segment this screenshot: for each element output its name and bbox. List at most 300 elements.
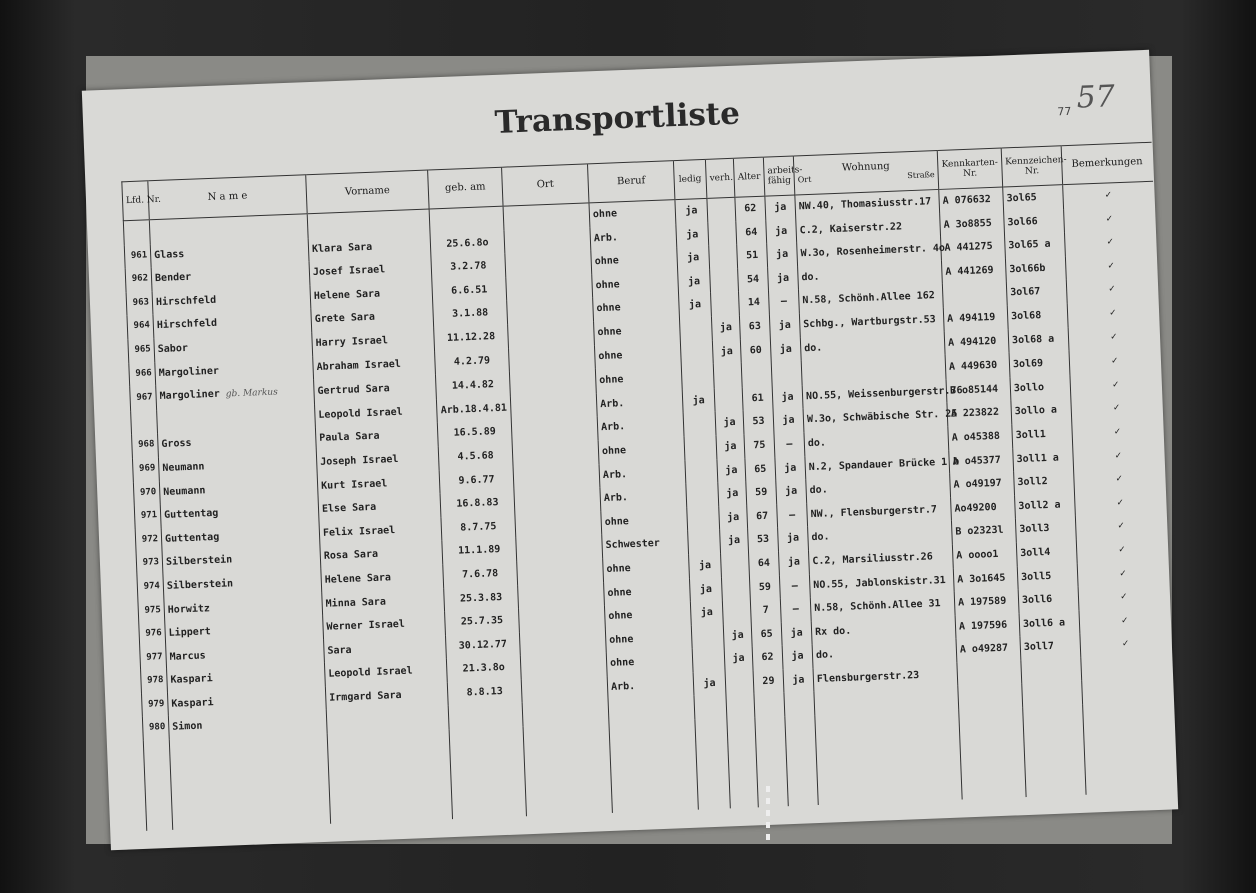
mark-number-cell: 3oll7 xyxy=(1020,634,1081,660)
first-name-cell: Minna Sara xyxy=(322,588,445,616)
place-cell xyxy=(512,440,599,467)
first-name-cell: Klara Sara xyxy=(308,233,431,261)
occupation-cell: ohne xyxy=(594,342,681,369)
occupation-cell: ohne xyxy=(601,508,688,535)
birth-date-cell: 9.6.77 xyxy=(439,467,514,493)
birth-date-cell: 3.1.88 xyxy=(433,301,508,327)
row-number-cell xyxy=(123,220,150,245)
remark-check-cell: ✓ xyxy=(1070,371,1161,398)
col-wohnung-strasse: Straße xyxy=(907,170,935,181)
married-mark-cell: ja xyxy=(717,458,746,483)
married-mark-cell xyxy=(721,552,750,577)
col-kennkarten: Kennkarten-Nr. xyxy=(937,148,1002,189)
first-name-cell: Rosa Sara xyxy=(320,541,443,569)
mark-number-cell: 3ol67 xyxy=(1006,280,1067,306)
surname-cell: Horwitz xyxy=(164,592,323,622)
fit-for-work-cell: — xyxy=(779,574,810,599)
occupation-cell: Arb. xyxy=(607,673,694,700)
fit-for-work-cell: ja xyxy=(767,243,798,268)
fit-for-work-cell: ja xyxy=(766,219,797,244)
birth-date-cell: 16.8.83 xyxy=(440,491,515,517)
col-wohnung-ort: Ort xyxy=(797,174,812,185)
married-mark-cell xyxy=(709,245,738,270)
mark-number-cell: 3ollo a xyxy=(1011,398,1072,424)
age-cell: 53 xyxy=(748,528,779,553)
single-mark-cell xyxy=(688,530,721,555)
occupation-cell: ohne xyxy=(592,271,679,298)
id-card-number-cell: A 3o8855 xyxy=(940,211,1005,237)
married-mark-cell: ja xyxy=(719,505,748,530)
first-name-cell: Leopold Israel xyxy=(314,399,437,427)
mark-number-cell: 3oll3 xyxy=(1015,516,1076,542)
place-cell xyxy=(509,345,596,372)
mark-number-cell: 3ol69 xyxy=(1009,350,1070,377)
single-mark-cell xyxy=(687,506,720,531)
place-cell xyxy=(519,629,606,656)
mark-number-cell: 3ol68 xyxy=(1007,303,1068,329)
first-name-cell: Harry Israel xyxy=(312,327,435,355)
remark-check-cell: ✓ xyxy=(1067,300,1158,327)
mark-number-cell: 3oll2 a xyxy=(1015,493,1076,519)
remark-check-cell: ✓ xyxy=(1072,419,1163,446)
married-mark-cell: ja xyxy=(723,623,752,648)
address-cell: Rx do. xyxy=(811,615,956,644)
row-number-cell: 979 xyxy=(141,693,168,718)
col-vorname: Vorname xyxy=(306,170,429,214)
age-cell: 61 xyxy=(742,386,773,411)
birth-date-cell: 16.5.89 xyxy=(437,420,512,446)
surname-cell: Hirschfeld xyxy=(153,309,312,339)
occupation-cell: ohne xyxy=(606,649,693,676)
age-cell: 65 xyxy=(751,622,782,647)
occupation-cell: ohne xyxy=(593,294,680,321)
age-cell: 62 xyxy=(735,196,766,221)
age-cell: 54 xyxy=(738,267,769,292)
birth-date-cell: 25.3.83 xyxy=(444,585,519,611)
remark-check-cell: ✓ xyxy=(1075,513,1166,540)
place-cell xyxy=(508,321,595,348)
id-card-number-cell: A o45388 xyxy=(948,424,1013,450)
page-number-stamp: 57 xyxy=(1075,79,1116,116)
id-card-number-cell: A 197589 xyxy=(954,589,1019,615)
remark-check-cell: ✓ xyxy=(1074,489,1165,516)
occupation-cell: ohne xyxy=(603,555,690,582)
remark-check-cell xyxy=(1081,654,1172,681)
occupation-cell xyxy=(608,696,695,723)
birth-date-cell: 6.6.51 xyxy=(432,277,507,303)
remark-check-cell: ✓ xyxy=(1065,252,1156,279)
single-mark-cell: ja xyxy=(682,388,715,413)
surname-cell: Marcus xyxy=(166,640,325,670)
address-cell: do. xyxy=(808,521,953,550)
remark-check-cell: ✓ xyxy=(1077,560,1168,587)
id-card-number-cell: A 441275 xyxy=(941,235,1006,261)
surname-cell: Margoliner xyxy=(155,356,314,386)
document-title: Transportliste xyxy=(494,95,741,141)
remark-check-cell: ✓ xyxy=(1078,584,1169,611)
id-card-number-cell: A 197596 xyxy=(955,613,1020,639)
place-cell xyxy=(510,393,597,420)
single-mark-cell: ja xyxy=(677,246,710,271)
mark-number-cell: 3oll4 xyxy=(1016,540,1077,566)
birth-date-cell: Arb.18.4.81 xyxy=(436,396,511,422)
married-mark-cell xyxy=(722,600,751,625)
row-number-cell: 964 xyxy=(127,315,154,340)
remark-check-cell: ✓ xyxy=(1071,395,1162,422)
film-perforation xyxy=(766,786,770,846)
age-cell xyxy=(754,693,785,718)
id-card-number-cell: A 076632 xyxy=(939,187,1004,214)
surname-cell: Guttentag xyxy=(160,498,319,528)
fit-for-work-cell: ja xyxy=(765,195,796,220)
col-lfd-nr: Lfd. Nr. xyxy=(122,181,149,221)
mark-number-cell: 3ol68 a xyxy=(1008,327,1069,353)
single-mark-cell xyxy=(680,340,713,365)
married-mark-cell: ja xyxy=(715,411,744,436)
age-cell: 51 xyxy=(737,244,768,269)
place-cell xyxy=(522,699,609,726)
empty-cell xyxy=(523,723,612,816)
mark-number-cell: 3ol66b xyxy=(1005,256,1066,282)
first-name-cell: Paula Sara xyxy=(315,423,438,451)
birth-date-cell: 21.3.8o xyxy=(446,656,521,682)
surname-cell: Guttentag xyxy=(161,522,320,552)
place-cell xyxy=(507,298,594,325)
address-cell: NO.55, Jablonskistr.31 xyxy=(809,568,954,597)
fit-for-work-cell: ja xyxy=(773,409,804,434)
single-mark-cell: ja xyxy=(693,671,726,696)
surname-cell: Gross xyxy=(158,427,317,457)
surname-cell: Lippert xyxy=(165,616,324,646)
first-name-cell: Joseph Israel xyxy=(316,446,439,474)
single-mark-cell: ja xyxy=(676,222,709,247)
transport-table xyxy=(121,142,1176,831)
row-number-cell: 963 xyxy=(126,291,153,316)
birth-date-cell: 8.7.75 xyxy=(441,514,516,540)
row-number-cell xyxy=(131,410,158,435)
row-number-cell: 977 xyxy=(140,646,167,671)
col-name: N a m e xyxy=(148,175,307,220)
col-ledig: ledig xyxy=(673,159,706,199)
place-cell xyxy=(505,251,592,278)
single-mark-cell xyxy=(684,436,717,461)
birth-date-cell: 14.4.82 xyxy=(435,372,510,399)
col-verh: verh. xyxy=(705,158,734,198)
surname-cell: Glass xyxy=(150,238,309,268)
birth-date-cell: 4.5.68 xyxy=(438,443,513,469)
fit-for-work-cell: — xyxy=(780,597,811,622)
maiden-name-note: gb. Markus xyxy=(225,387,278,400)
id-card-number-cell xyxy=(958,684,1023,710)
first-name-cell: Felix Israel xyxy=(319,517,442,545)
fit-for-work-cell: ja xyxy=(769,313,800,338)
mark-number-cell: 3ol65 a xyxy=(1005,232,1066,258)
mark-number-cell: 3oll2 xyxy=(1014,469,1075,495)
occupation-cell: ohne xyxy=(594,318,681,345)
age-cell: 53 xyxy=(743,410,774,435)
birth-date-cell: 7.6.78 xyxy=(443,561,518,587)
birth-date-cell: 4.2.79 xyxy=(435,348,510,374)
married-mark-cell xyxy=(710,269,739,294)
empty-cell xyxy=(727,717,758,808)
fit-for-work-cell: ja xyxy=(776,479,807,504)
address-cell: NO.55, Weissenburgerstr.76 xyxy=(802,380,947,409)
first-name-cell: Else Sara xyxy=(318,493,441,521)
occupation-cell: Arb. xyxy=(600,484,687,511)
mark-number-cell: 3oll1 xyxy=(1012,422,1073,448)
place-cell xyxy=(520,652,607,679)
empty-cell xyxy=(785,715,818,806)
empty-cell xyxy=(959,707,1026,799)
surname-cell: Silberstein xyxy=(163,569,322,599)
surname-cell: Silberstein xyxy=(162,545,321,575)
remark-check-cell: ✓ xyxy=(1074,466,1165,493)
mark-number-cell: 3oll6 xyxy=(1018,587,1079,613)
fit-for-work-cell: ja xyxy=(775,456,806,481)
remark-check-cell: ✓ xyxy=(1080,631,1171,658)
row-number-cell: 972 xyxy=(135,528,162,553)
address-cell: Schbg., Wartburgstr.53 xyxy=(799,308,944,337)
single-mark-cell: ja xyxy=(675,198,708,223)
married-mark-cell xyxy=(714,387,743,412)
mark-number-cell xyxy=(1021,658,1082,684)
place-cell xyxy=(518,582,605,609)
single-mark-cell xyxy=(683,412,716,437)
occupation-cell: ohne xyxy=(604,602,691,629)
place-cell xyxy=(509,368,596,396)
mark-number-cell: 3oll5 xyxy=(1017,563,1078,589)
place-cell xyxy=(519,605,606,632)
address-cell: do. xyxy=(804,427,949,456)
single-mark-cell xyxy=(685,459,718,484)
address-cell: Flensburgerstr.23 xyxy=(813,662,958,691)
single-mark-cell: ja xyxy=(678,270,711,295)
address-cell: N.2, Spandauer Brücke 1 b xyxy=(805,450,950,479)
mark-number-cell: 3ollo xyxy=(1010,375,1071,401)
col-wohnung xyxy=(793,150,938,194)
empty-cell xyxy=(695,719,730,810)
empty-cell xyxy=(1083,701,1176,794)
id-card-number-cell: B o85144 xyxy=(946,377,1011,403)
fit-for-work-cell: — xyxy=(777,503,808,528)
remark-check-cell xyxy=(1082,678,1173,705)
row-number-cell: 965 xyxy=(128,338,155,363)
fit-for-work-cell: — xyxy=(774,432,805,457)
address-cell: C.2, Kaiserstr.22 xyxy=(796,214,941,243)
col-wohnung-title: Wohnung xyxy=(841,160,890,174)
address-cell: W.3o, Schwäbische Str. 25 xyxy=(803,403,948,432)
married-mark-cell xyxy=(707,197,736,222)
fit-for-work-cell: ja xyxy=(770,337,801,362)
fit-for-work-cell: ja xyxy=(783,668,814,693)
surname-cell: Kaspari xyxy=(167,663,326,693)
birth-date-cell: 11.1.89 xyxy=(442,538,517,564)
address-cell: NW., Flensburgerstr.7 xyxy=(807,497,952,526)
age-cell: 63 xyxy=(739,315,770,340)
col-geb-am: geb. am xyxy=(428,167,503,209)
address-cell: N.58, Schönh.Allee 162 xyxy=(798,284,943,313)
age-cell: 75 xyxy=(744,433,775,458)
id-card-number-cell: A 494119 xyxy=(943,305,1008,331)
occupation-cell: ohne xyxy=(591,247,678,274)
row-number-cell: 973 xyxy=(136,551,163,576)
age-cell: 65 xyxy=(745,457,776,482)
id-card-number-cell xyxy=(957,660,1022,686)
birth-date-cell: 25.7.35 xyxy=(445,608,520,634)
id-card-number-cell: Ao49200 xyxy=(951,495,1016,521)
row-number-cell: 962 xyxy=(125,267,152,292)
single-mark-cell xyxy=(686,483,719,508)
id-card-number-cell: A oooo1 xyxy=(952,542,1017,568)
occupation-cell: ohne xyxy=(605,625,692,652)
occupation-cell: ohne xyxy=(589,200,676,227)
first-name-cell: Helene Sara xyxy=(310,280,433,308)
place-cell xyxy=(506,274,593,301)
age-cell: 62 xyxy=(752,646,783,671)
surname-cell: Neumann xyxy=(159,475,318,505)
first-name-cell: Helene Sara xyxy=(321,564,444,592)
place-cell xyxy=(514,487,601,514)
place-cell xyxy=(511,417,598,444)
mark-number-cell: 3oll1 a xyxy=(1013,446,1074,472)
id-card-number-cell xyxy=(942,282,1007,308)
row-number-cell: 980 xyxy=(142,716,169,741)
birth-date-cell: 3.2.78 xyxy=(431,254,506,280)
remark-check-cell: ✓ xyxy=(1073,442,1164,469)
birth-date-cell: 8.8.13 xyxy=(447,679,522,705)
remark-check-cell: ✓ xyxy=(1069,347,1160,375)
single-mark-cell xyxy=(694,695,727,720)
empty-cell xyxy=(169,734,330,830)
empty-cell xyxy=(609,720,698,813)
first-name-cell: Grete Sara xyxy=(311,304,434,332)
fit-for-work-cell: ja xyxy=(778,527,809,552)
surname-cell: Sabor xyxy=(154,332,313,362)
age-cell: 60 xyxy=(740,338,771,363)
first-name-cell: Sara xyxy=(324,635,447,663)
address-cell: W.3o, Rosenheimerstr. 4o xyxy=(797,237,942,266)
married-mark-cell xyxy=(711,292,740,317)
mark-number-cell: 3ol65 xyxy=(1003,185,1064,211)
first-name-cell: Werner Israel xyxy=(323,611,446,639)
address-cell: do. xyxy=(800,331,945,360)
empty-cell xyxy=(1023,705,1086,797)
age-cell: 7 xyxy=(750,598,781,623)
occupation-cell: Arb. xyxy=(590,224,677,251)
row-number-cell: 968 xyxy=(132,433,159,458)
address-cell: do. xyxy=(798,261,943,290)
table-body xyxy=(123,181,1176,831)
place-cell xyxy=(515,511,602,538)
age-cell: 67 xyxy=(747,504,778,529)
empty-cell xyxy=(449,726,526,819)
married-mark-cell: ja xyxy=(724,647,753,672)
birth-date-cell: 11.12.28 xyxy=(434,325,509,351)
row-number-cell: 974 xyxy=(137,575,164,600)
row-number-cell: 970 xyxy=(133,481,160,506)
first-name-cell: Irmgard Sara xyxy=(325,682,448,710)
first-name-cell: Abraham Israel xyxy=(313,351,436,379)
empty-cell xyxy=(143,740,172,831)
id-card-number-cell: A 3o1645 xyxy=(953,566,1018,592)
birth-date-cell: 30.12.77 xyxy=(445,632,520,658)
occupation-cell: Arb. xyxy=(599,460,686,487)
address-cell: N.58, Schönh.Allee 31 xyxy=(810,592,955,621)
occupation-cell: ohne xyxy=(595,365,682,393)
age-cell: 64 xyxy=(749,551,780,576)
single-mark-cell: ja xyxy=(690,601,723,626)
fit-for-work-cell: ja xyxy=(772,385,803,410)
col-kennzeichen: Kennzeichen-Nr. xyxy=(1001,146,1062,187)
single-mark-cell: ja xyxy=(689,554,722,579)
first-name-cell: Gertrud Sara xyxy=(314,375,437,404)
birth-date-cell xyxy=(448,703,523,729)
single-mark-cell xyxy=(681,364,714,390)
row-number-cell: 975 xyxy=(138,599,165,624)
row-number-cell: 966 xyxy=(129,362,156,387)
id-card-number-cell: A 223822 xyxy=(947,401,1012,427)
surname-cell: Hirschfeld xyxy=(152,285,311,315)
married-mark-cell xyxy=(708,221,737,246)
remark-check-cell: ✓ xyxy=(1063,181,1154,209)
married-mark-cell xyxy=(726,694,755,719)
address-cell: do. xyxy=(806,474,951,503)
page-number-sub: 77 xyxy=(1057,104,1072,119)
id-card-number-cell: A 494120 xyxy=(944,329,1009,355)
row-number-cell: 971 xyxy=(134,504,161,529)
occupation-cell: Schwester xyxy=(602,531,689,558)
col-ort: Ort xyxy=(502,164,589,206)
col-beruf: Beruf xyxy=(587,161,674,203)
single-mark-cell: ja xyxy=(679,293,712,318)
age-cell: 14 xyxy=(739,291,770,316)
birth-date-cell xyxy=(429,206,504,233)
married-mark-cell: ja xyxy=(711,316,740,341)
fit-for-work-cell: ja xyxy=(778,550,809,575)
fit-for-work-cell xyxy=(771,361,802,387)
surname-cell: Neumann xyxy=(158,451,317,481)
place-cell xyxy=(504,227,591,254)
occupation-cell: Arb. xyxy=(596,390,683,417)
married-mark-cell: ja xyxy=(716,435,745,460)
mark-number-cell: 3ol66 xyxy=(1004,209,1065,235)
married-mark-cell: ja xyxy=(720,529,749,554)
row-number-cell: 961 xyxy=(124,244,151,269)
married-mark-cell xyxy=(721,576,750,601)
single-mark-cell: ja xyxy=(689,577,722,602)
occupation-cell: ohne xyxy=(604,578,691,605)
remark-check-cell: ✓ xyxy=(1066,276,1157,303)
id-card-number-cell: A 449630 xyxy=(945,353,1010,380)
remark-check-cell: ✓ xyxy=(1076,536,1167,563)
single-mark-cell xyxy=(692,648,725,673)
row-number-cell: 978 xyxy=(141,669,168,694)
col-bemerkungen: Bemerkungen xyxy=(1061,142,1152,184)
remark-check-cell: ✓ xyxy=(1064,205,1155,232)
place-cell xyxy=(517,558,604,585)
address-cell: C.2, Marsiliusstr.26 xyxy=(808,545,953,574)
first-name-cell: Leopold Israel xyxy=(324,658,447,686)
id-card-number-cell: A o45377 xyxy=(949,448,1014,474)
address-cell: do. xyxy=(812,639,957,668)
remark-check-cell: ✓ xyxy=(1064,229,1155,256)
id-card-number-cell: A o49197 xyxy=(950,471,1015,497)
surname-cell: Kaspari xyxy=(167,687,326,717)
row-number-cell: 976 xyxy=(139,622,166,647)
empty-cell xyxy=(327,729,452,824)
mark-number-cell: 3oll6 a xyxy=(1019,611,1080,637)
fit-for-work-cell: — xyxy=(768,290,799,315)
